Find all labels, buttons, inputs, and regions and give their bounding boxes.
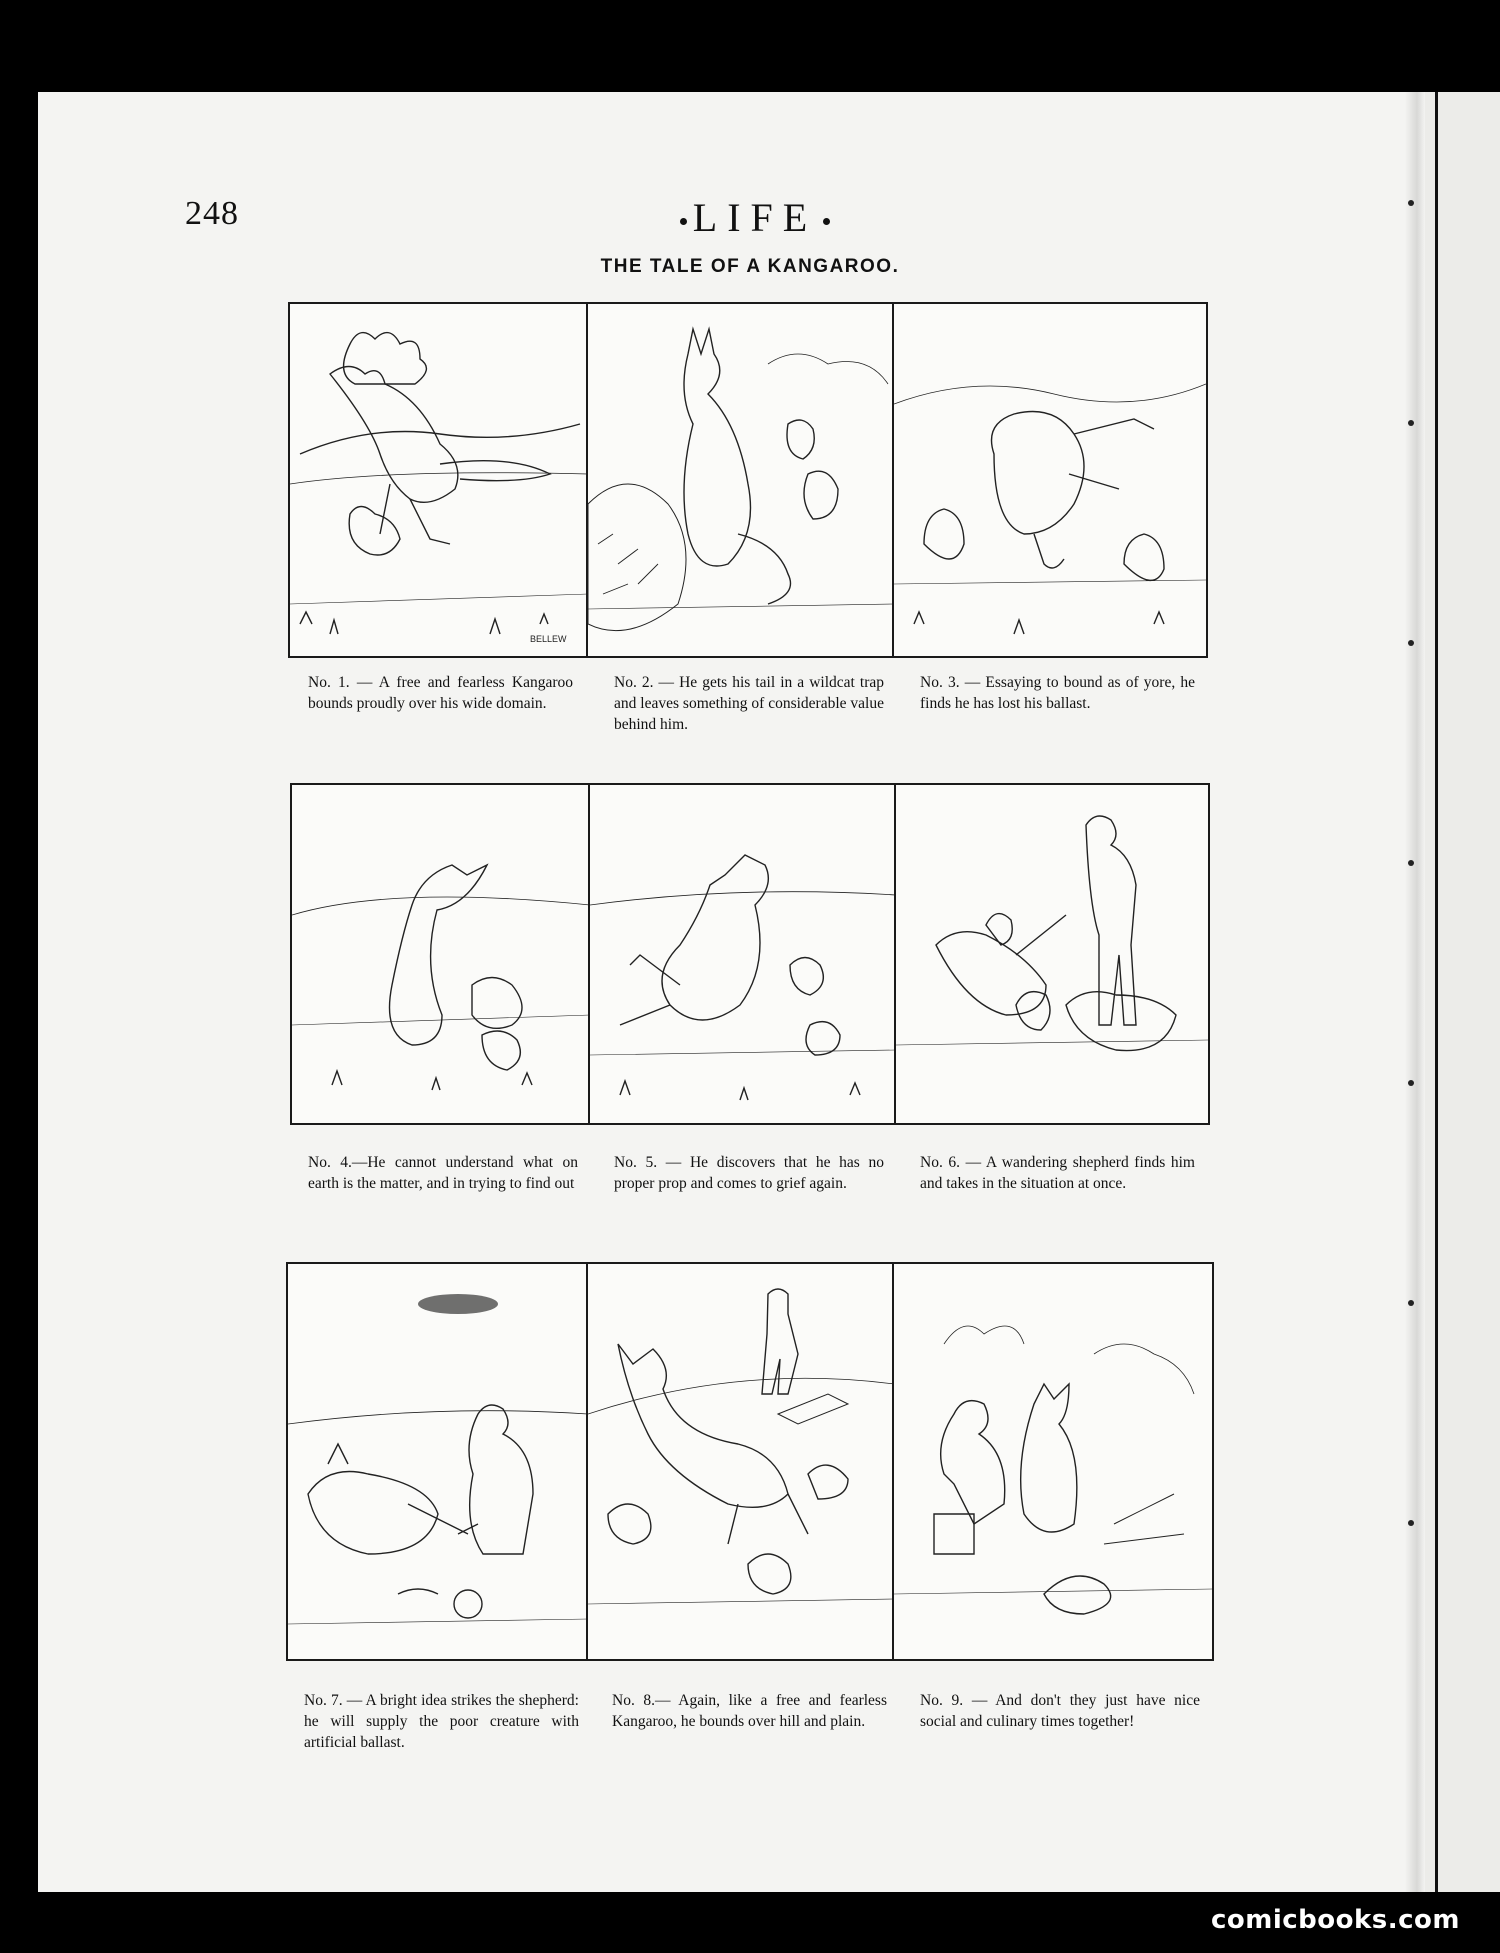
caption-6: No. 6. — A wandering shepherd finds him and takes in the situation at once.: [920, 1154, 1195, 1192]
page-number: 248: [185, 195, 239, 232]
shepherd-finds-kangaroo-illustration: [896, 785, 1208, 1123]
comic-panel-3: [892, 302, 1208, 658]
caption-9: No. 9. — And don't they just have nice social and culinary times together!: [920, 1692, 1200, 1730]
comic-panel-2: [586, 302, 896, 658]
masthead-dot: [823, 218, 830, 225]
page-gutter-line: [1435, 92, 1438, 1892]
shepherd-fixing-kangaroo-illustration: [288, 1264, 588, 1659]
shepherd-and-kangaroo-picnic-illustration: [894, 1264, 1212, 1659]
comic-panel-8: [586, 1262, 896, 1661]
comic-panel-1: [288, 302, 590, 658]
binding-hole: [1408, 420, 1414, 426]
kangaroo-tumbling-illustration: [590, 785, 896, 1123]
facing-page-edge: [1420, 92, 1500, 1892]
binding-hole: [1408, 1520, 1414, 1526]
comic-panel-7: [286, 1262, 590, 1661]
caption-7: No. 7. — A bright idea strikes the shepherd: he will supply the poor creature with artificial ballast.: [304, 1692, 579, 1751]
masthead-text: LIFE: [692, 195, 818, 240]
binding-hole: [1408, 640, 1414, 646]
kangaroo-falling-illustration: [894, 304, 1206, 656]
comic-title: THE TALE OF A KANGAROO.: [600, 256, 900, 277]
artist-signature: BELLEW: [530, 634, 567, 644]
kangaroo-puzzled-illustration: [292, 785, 590, 1123]
masthead-dot: [680, 218, 687, 225]
binding-hole: [1408, 1300, 1414, 1306]
caption-5: No. 5. — He discovers that he has no proper prop and comes to grief again.: [614, 1154, 884, 1192]
binding-hole: [1408, 860, 1414, 866]
binding-hole: [1408, 1080, 1414, 1086]
comic-panel-5: [588, 783, 898, 1125]
caption-3: No. 3. — Essaying to bound as of yore, he finds he has lost his ballast.: [920, 674, 1195, 712]
caption-1: No. 1. — A free and fearless Kangaroo bounds proudly over his wide domain.: [308, 674, 573, 712]
kangaroo-leaping-illustration: [290, 304, 588, 656]
caption-2: No. 2. — He gets his tail in a wildcat trap and leaves something of considerable value behind him.: [614, 674, 884, 733]
masthead: [640, 194, 870, 241]
caption-8: No. 8.— Again, like a free and fearless Kangaroo, he bounds over hill and plain.: [612, 1692, 887, 1730]
comic-panel-6: [894, 783, 1210, 1125]
kangaroo-trap-illustration: [588, 304, 894, 656]
kangaroo-bounding-again-illustration: [588, 1264, 894, 1659]
site-watermark: comicbooks.com: [1210, 1905, 1460, 1935]
page-spine: [1405, 92, 1425, 1892]
comic-panel-4: [290, 783, 592, 1125]
binding-hole: [1408, 200, 1414, 206]
comic-panel-9: [892, 1262, 1214, 1661]
caption-4: No. 4.—He cannot understand what on earth is the matter, and in trying to find out: [308, 1154, 578, 1192]
